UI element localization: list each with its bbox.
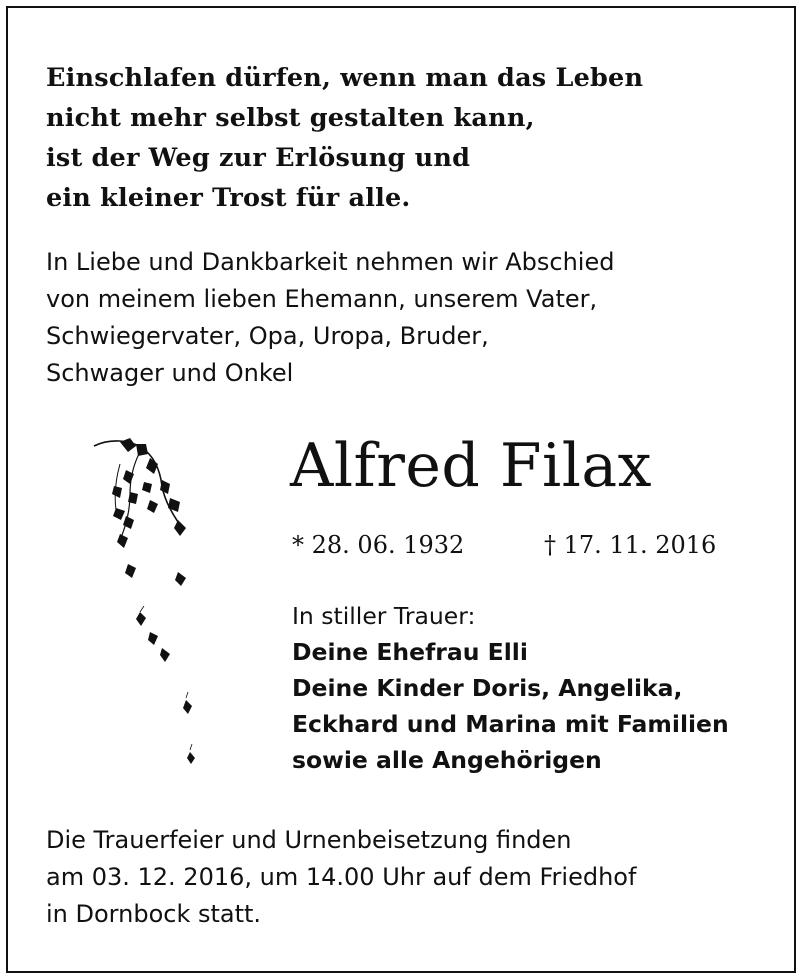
poem-line: Einschlafen dürfen, wenn man das Leben [46, 63, 644, 93]
funeral-notice [46, 822, 636, 933]
birth-date: * 28. 06. 1932 [292, 531, 465, 559]
closing-line: am 03. 12. 2016, um 14.00 Uhr auf dem Friedhof [46, 863, 637, 891]
poem [46, 58, 643, 218]
death-date: † 17. 11. 2016 [544, 531, 717, 559]
poem-line: ist der Weg zur Erlösung und [46, 143, 471, 173]
closing-line: Die Trauerfeier und Urnenbeisetzung finden [46, 826, 572, 854]
poem-line: nicht mehr selbst gestalten kann, [46, 103, 535, 133]
intro-line: von meinem lieben Ehemann, unserem Vater, [46, 285, 598, 313]
mourners-block [292, 598, 729, 778]
obituary-frame [6, 6, 796, 973]
mourners-heading: In stiller Trauer: [292, 602, 476, 630]
poem-line: ein kleiner Trost für alle. [46, 183, 411, 213]
farewell-intro [46, 244, 614, 392]
intro-line: Schwager und Onkel [46, 359, 294, 387]
mourner-line: sowie alle Angehörigen [292, 746, 602, 774]
closing-line: in Dornbock statt. [46, 900, 262, 928]
mourner-line: Deine Kinder Doris, Angelika, [292, 674, 683, 702]
intro-line: In Liebe und Dankbarkeit nehmen wir Abschied [46, 248, 615, 276]
falling-birch-leaves-icon [90, 436, 200, 786]
mourner-line: Eckhard und Marina mit Familien [292, 710, 729, 738]
intro-line: Schwiegervater, Opa, Uropa, Bruder, [46, 322, 489, 350]
deceased-name: Alfred Filax [290, 431, 653, 501]
mourner-line: Deine Ehefrau Elli [292, 638, 528, 666]
life-dates [292, 528, 717, 562]
